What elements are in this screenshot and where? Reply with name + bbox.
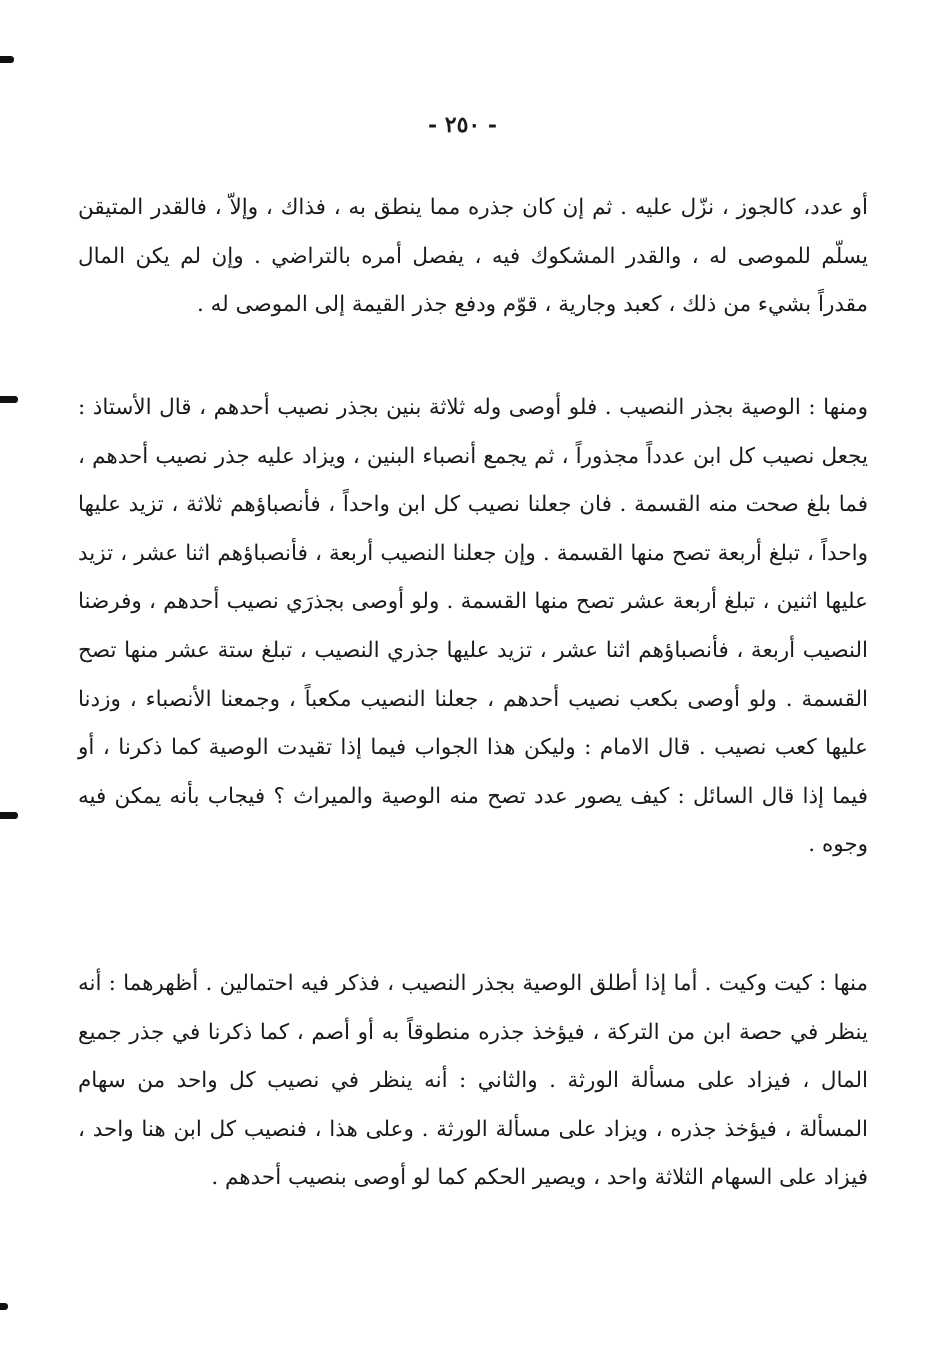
binding-mark <box>0 812 18 819</box>
paragraph: ومنها : الوصية بجذر النصيب . فلو أوصى وله ثلاثة بنين بجذر نصيب أحدهم ، قال الأستاذ : يجعل نصيب كل ابن عدداً مجذوراً ، ثم يجمع أنصباء البنين ، ويزاد عليه جذر نصيب أحدهم ، فما بلغ صحت منه القسمة . فان جعلنا نصيب كل ابن واحداً ، فأنصباؤهم ثلاثة ، تزيد عليها واحداً ، تبلغ أربعة تصح منها القسمة . وإن جعلنا النصيب أربعة ، فأنصباؤهم اثنا عشر ، تزيد عليها اثنين ، تبلغ أربعة عشر تصح منها القسمة . ولو أوصى بجذرَي نصيب أحدهم ، وفرضنا النصيب أربعة ، فأنصباؤهم اثنا عشر ، تزيد عليها جذري النصيب ، تبلغ ستة عشر منها تصح القسمة . ولو أوصى بكعب نصيب أحدهم ، جعلنا النصيب مكعباً ، وجمعنا الأنصباء ، وزدنا عليها كعب نصيب . قال الامام : وليكن هذا الجواب فيما إذا تقيدت الوصية كما ذكرنا ، أو فيما إذا قال السائل : كيف يصور عدد تصح منه الوصية والميراث ؟ فيجاب بأنه يمكن فيه وجوه . <box>78 395 869 858</box>
text-block-2 <box>78 384 868 870</box>
binding-mark <box>0 56 14 63</box>
binding-mark <box>0 396 18 403</box>
binding-mark <box>0 1303 8 1310</box>
page-number: - ٢٥٠ - <box>427 112 498 138</box>
text-block-1 <box>78 184 868 330</box>
text-block-3 <box>78 960 868 1203</box>
paragraph: أو عدد، كالجوز ، نزّل عليه . ثم إن كان جذره مما ينطق به ، فذاك ، وإلاّ ، فالقدر المتيقن يسلّم للموصى له ، والقدر المشكوك فيه ، يفصل أمره بالتراضي . وإن لم يكن المال مقدراً بشيء من ذلك ، كعبد وجارية ، قوّم ودفع جذر القيمة إلى الموصى له . <box>78 195 868 318</box>
paragraph: منها : كيت وكيت . أما إذا أطلق الوصية بجذر النصيب ، فذكر فيه احتمالين . أظهرهما : أنه ينظر في حصة ابن من التركة ، فيؤخذ جذره منطوقاً به أو أصم ، كما ذكرنا في جذر جميع المال ، فيزاد على مسألة الورثة . والثاني : أنه ينظر في نصيب كل واحد من سهام المسألة ، فيؤخذ جذره ، ويزاد على مسألة الورثة . وعلى هذا ، فنصيب كل ابن هنا واحد ، فيزاد على السهام الثلاثة واحد ، ويصير الحكم كما لو أوصى بنصيب أحدهم . <box>78 971 868 1191</box>
